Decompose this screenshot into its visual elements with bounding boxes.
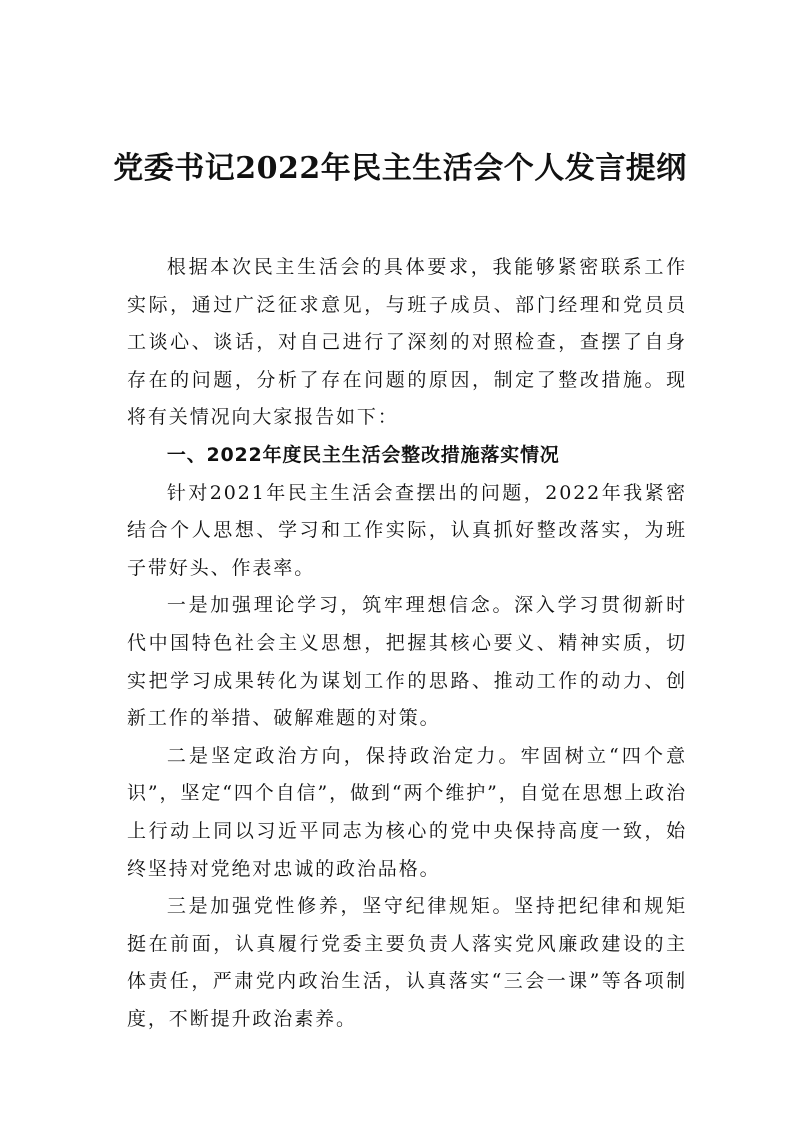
measure-paragraph-1: 一是加强理论学习，筑牢理想信念。深入学习贯彻新时代中国特色社会主义思想，把握其核心要义、精神实质，切实把学习成果转化为谋划工作的思路、推动工作的动力、创新工作的举措、破解难题的对策。 bbox=[127, 594, 687, 730]
section-heading: 一、2022年度民主生活会整改措施落实情况 bbox=[166, 443, 560, 466]
intro-paragraph: 根据本次民主生活会的具体要求，我能够紧密联系工作实际，通过广泛征求意见，与班子成员、部门经理和党员员工谈心、谈话，对自己进行了深刻的对照检查，查摆了自身存在的问题，分析了存在问题的原因，制定了整改措施。现将有关情况向大家报告如下： bbox=[127, 256, 687, 429]
measure-paragraph-3: 三是加强党性修养，坚守纪律规矩。坚持把纪律和规矩挺在前面，认真履行党委主要负责人落实党风廉政建设的主体责任，严肃党内政治生活，认真落实“三会一课”等各项制度，不断提升政治素养。 bbox=[127, 895, 687, 1030]
section-summary-paragraph: 针对2021年民主生活会查摆出的问题，2022年我紧密结合个人思想、学习和工作实际，认真抓好整改落实，为班子带好头、作表率。 bbox=[127, 481, 687, 579]
document-body bbox=[127, 249, 687, 1038]
measure-paragraph-2: 二是坚定政治方向，保持政治定力。牢固树立“四个意识”，坚定“四个自信”，做到“两个维护”，自觉在思想上政治上行动上同以习近平同志为核心的党中央保持高度一致，始终坚持对党绝对忠诚的政治品格。 bbox=[127, 744, 687, 880]
document-title: 党委书记2022年民主生活会个人发言提纲 bbox=[113, 151, 687, 186]
